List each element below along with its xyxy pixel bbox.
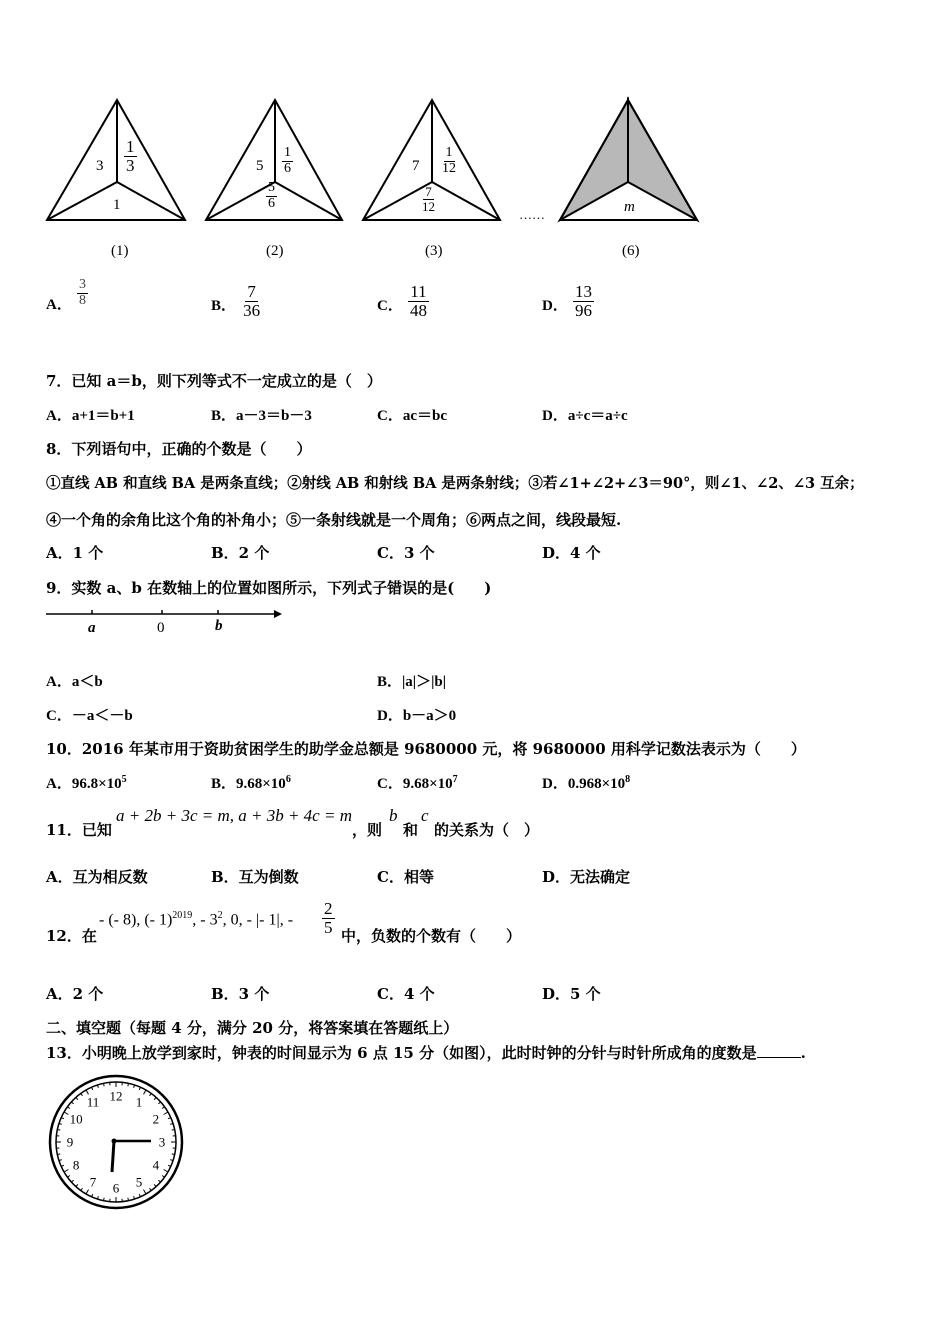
clock-tick (139, 1087, 140, 1090)
q9-option-a[interactable]: A．a＜b (46, 674, 103, 690)
q10-option-b[interactable] (211, 772, 291, 793)
q13-stem (46, 1042, 806, 1063)
clock-tick (57, 1154, 60, 1155)
q12-frac-num: 2 (324, 899, 333, 918)
clock-tick (150, 1188, 152, 1190)
tri2-top-den: 6 (284, 160, 291, 176)
clock-number: 2 (152, 1111, 160, 1127)
q8-option-b[interactable]: B．2 个 (211, 544, 270, 562)
q10-c-base: C．9.68×10 (377, 776, 453, 792)
q12-exp-2019: 2019 (172, 910, 193, 921)
clock-tick (64, 1170, 68, 1173)
tri3-caption: (3) (425, 243, 443, 259)
q11-var-c: c (421, 806, 429, 825)
q12-prefix: 12．在 (46, 927, 97, 945)
q10-option-a[interactable] (46, 772, 127, 793)
tri2-caption: (2) (266, 243, 284, 259)
section-2-heading: 二、填空题（每题 4 分，满分 20 分，将答案填在答题纸上） (46, 1019, 459, 1037)
q11-option-d[interactable]: D．无法确定 (542, 868, 631, 886)
q9-stem: 9．实数 a、b 在数轴上的位置如图所示，下列式子错误的是( ) (46, 579, 492, 597)
q6-b-den: 36 (243, 300, 261, 320)
tri2-bottom-den: 6 (268, 195, 275, 211)
clock-tick (168, 1118, 171, 1119)
q6-option-c[interactable] (377, 282, 429, 324)
clock-tick (64, 1112, 68, 1115)
q6-b-letter: B． (211, 297, 237, 314)
q12-suffix: 中，负数的个数有（ ） (341, 927, 522, 945)
tri1-caption: (1) (111, 243, 129, 259)
q6-a-num: 3 (78, 277, 86, 293)
number-line-label-b: b (215, 618, 223, 634)
q7-option-a[interactable]: A．a+1＝b+1 (46, 408, 135, 424)
clock-number: 6 (112, 1180, 120, 1196)
clock-number: 7 (89, 1174, 97, 1190)
q11-suffix: 的关系为（ ） (434, 821, 540, 839)
clock-tick (71, 1102, 73, 1104)
q6-c-fraction (408, 283, 429, 320)
tri3-top-num: 1 (445, 145, 453, 160)
clock-tick (158, 1180, 160, 1182)
q7-option-c[interactable]: C．ac＝bc (377, 408, 447, 424)
q12-formula-a: - (- 8), (- 1) (99, 911, 173, 929)
q11-mid1: ，则 (352, 821, 383, 839)
q10-option-c[interactable] (377, 772, 458, 793)
q6-option-b[interactable] (211, 282, 262, 324)
q7-option-b[interactable]: B．a－3＝b－3 (211, 408, 312, 424)
clock-tick (144, 1190, 147, 1194)
clock-tick (67, 1107, 69, 1109)
q6-b-fraction (241, 283, 262, 320)
clock-number: 4 (152, 1157, 160, 1173)
q12-option-a[interactable]: A．2 个 (46, 985, 104, 1003)
tri3-top-fraction (440, 146, 458, 176)
clock-tick (150, 1093, 152, 1095)
clock-tick (164, 1112, 168, 1115)
clock-tick (139, 1194, 140, 1197)
q6-a-fraction (77, 278, 88, 308)
tri3-bottom-num: 7 (425, 184, 432, 199)
q13-stem-end: . (800, 1044, 806, 1062)
q9-option-c[interactable]: C．－a＜－b (46, 708, 133, 724)
q11-formula: a + 2b + 3c = m, a + 3b + 4c = m (116, 806, 352, 825)
clock-tick (57, 1130, 60, 1131)
q7-option-d[interactable]: D．a÷c＝a÷c (542, 408, 628, 424)
clock-number: 1 (135, 1094, 143, 1110)
tri3-bottom-den: 12 (422, 198, 435, 214)
tri6-bottom-value: m (624, 199, 635, 215)
q10-stem: 10．2016 年某市用于资助贫困学生的助学金总额是 9680000 元，将 9680000 用科学记数法表示为（ ） (46, 740, 806, 758)
clock-tick (81, 1093, 83, 1095)
q6-c-letter: C． (377, 297, 403, 314)
tri1-top-num: 1 (126, 137, 135, 156)
clock-tick (92, 1087, 93, 1090)
q12-option-c[interactable]: C．4 个 (377, 985, 435, 1003)
clock-tick (86, 1190, 89, 1194)
q6-a-den: 8 (78, 293, 86, 308)
q10-option-d[interactable] (542, 772, 630, 793)
tri2-left-value: 5 (256, 158, 264, 174)
q9-option-b[interactable]: B．|a|＞|b| (377, 674, 447, 690)
clock-tick (92, 1194, 93, 1197)
clock-tick (164, 1170, 168, 1173)
q10-c-exp: 7 (452, 774, 458, 785)
q8-option-d[interactable]: D．4 个 (542, 544, 601, 562)
q9-option-d[interactable]: D．b－a＞0 (377, 708, 457, 724)
q10-d-exp: 8 (625, 774, 631, 785)
clock-tick (104, 1198, 105, 1201)
q11-mid2: 和 (403, 821, 419, 839)
q12-formula-c: , 0, - |- 1|, - (222, 911, 294, 929)
q10-b-exp: 6 (285, 774, 291, 785)
clock-figure (46, 1074, 186, 1210)
q12-formula (99, 910, 293, 929)
clock-tick (162, 1176, 164, 1178)
q12-option-b[interactable]: B．3 个 (211, 985, 270, 1003)
q13-answer-blank[interactable] (757, 1043, 801, 1058)
clock-tick (76, 1097, 78, 1099)
tri1-bottom-value: 1 (113, 197, 121, 213)
q11-option-c[interactable]: C．相等 (377, 868, 434, 886)
tri1-top-den: 3 (126, 155, 135, 175)
q12-exp-2: 2 (217, 910, 223, 921)
q11-prefix: 11．已知 (46, 821, 112, 839)
clock-tick (154, 1184, 156, 1186)
clock-tick (172, 1130, 175, 1131)
q12-option-d[interactable]: D．5 个 (542, 985, 601, 1003)
clock-tick (67, 1176, 69, 1178)
tri2-bottom-num: 5 (268, 180, 275, 195)
q8-statements-line2: ④一个角的余角比这个角的补角小；⑤一条射线就是一个周角；⑥两点之间，线段最短. (46, 511, 622, 529)
tri3-bottom-fraction (420, 185, 437, 213)
clock-tick (168, 1165, 171, 1166)
clock-tick (144, 1090, 147, 1094)
clock-number: 3 (158, 1134, 166, 1150)
q8-statements-line1: ①直线 AB 和直线 BA 是两条直线；②射线 AB 和射线 BA 是两条射线；③若∠1+∠2+∠3＝90°，则∠1、∠2、∠3 互余； (46, 475, 864, 492)
clock-tick (154, 1097, 156, 1099)
number-line-label-a: a (88, 620, 96, 636)
q10-a-base: A．96.8×10 (46, 776, 122, 792)
q7-stem: 7．已知 a＝b，则下列等式不一定成立的是（ ） (46, 372, 382, 390)
tri2-top-num: 1 (284, 145, 291, 160)
clock-tick (104, 1083, 105, 1086)
clock-tick (128, 1083, 129, 1086)
tri1-top-fraction (124, 138, 137, 175)
number-line-label-0: 0 (157, 620, 165, 636)
q11-option-a[interactable]: A．互为相反数 (46, 868, 148, 886)
q6-b-num: 7 (247, 282, 256, 301)
number-line-arrow (274, 610, 282, 618)
clock-tick (162, 1107, 164, 1109)
clock-number: 9 (66, 1134, 74, 1150)
q10-d-base: D．0.968×10 (542, 776, 626, 792)
clock-number: 10 (69, 1111, 83, 1127)
triangle-figure (40, 92, 720, 267)
tri3-left-value: 7 (412, 158, 420, 174)
q12-frac-den: 5 (324, 917, 333, 937)
clock-tick (172, 1154, 175, 1155)
q12-formula-b: , - 3 (192, 911, 218, 929)
q8-option-c[interactable]: C．3 个 (377, 544, 435, 562)
q6-a-letter: A． (46, 297, 72, 313)
q6-c-den: 48 (409, 300, 427, 320)
q6-option-a[interactable] (46, 277, 88, 314)
clock-hour-hand (112, 1141, 114, 1172)
q12-fraction (322, 900, 335, 937)
q6-d-fraction (573, 283, 594, 320)
clock-number: 11 (86, 1094, 100, 1110)
tri2-top-fraction (282, 146, 293, 176)
clock-number: 12 (109, 1088, 123, 1104)
q10-a-exp: 5 (121, 774, 127, 785)
clock-tick (158, 1102, 160, 1104)
clock-center (112, 1139, 117, 1144)
q11-var-b: b (389, 806, 398, 825)
q11-option-b[interactable]: B．互为倒数 (211, 868, 299, 886)
q6-d-den: 96 (574, 300, 592, 320)
clock-number: 5 (135, 1174, 143, 1190)
tri1-left-value: 3 (96, 158, 104, 174)
clock-number: 8 (72, 1157, 80, 1173)
tri3-top-den: 12 (442, 160, 456, 176)
q6-option-d[interactable] (542, 282, 594, 324)
q6-d-num: 13 (574, 282, 592, 301)
clock-tick (128, 1198, 129, 1201)
q13-stem-text: 13．小明晚上放学到家时，钟表的时间显示为 6 点 15 分（如图），此时时钟的分针与时针所成角的度数是 (46, 1044, 757, 1062)
ellipsis: …… (519, 207, 545, 222)
q6-c-num: 11 (410, 282, 427, 301)
clock-tick (76, 1184, 78, 1186)
clock-tick (81, 1188, 83, 1190)
tri6-caption: (6) (622, 243, 640, 259)
number-line (46, 606, 291, 636)
clock-tick (71, 1180, 73, 1182)
tri2-bottom-fraction (266, 181, 277, 211)
q6-d-letter: D． (542, 297, 568, 314)
q8-option-a[interactable]: A．1 个 (46, 544, 104, 562)
clock-tick (61, 1165, 64, 1166)
q8-stem: 8．下列语句中，正确的个数是（ ） (46, 440, 312, 458)
clock-tick (61, 1118, 64, 1119)
q10-b-base: B．9.68×10 (211, 776, 286, 792)
